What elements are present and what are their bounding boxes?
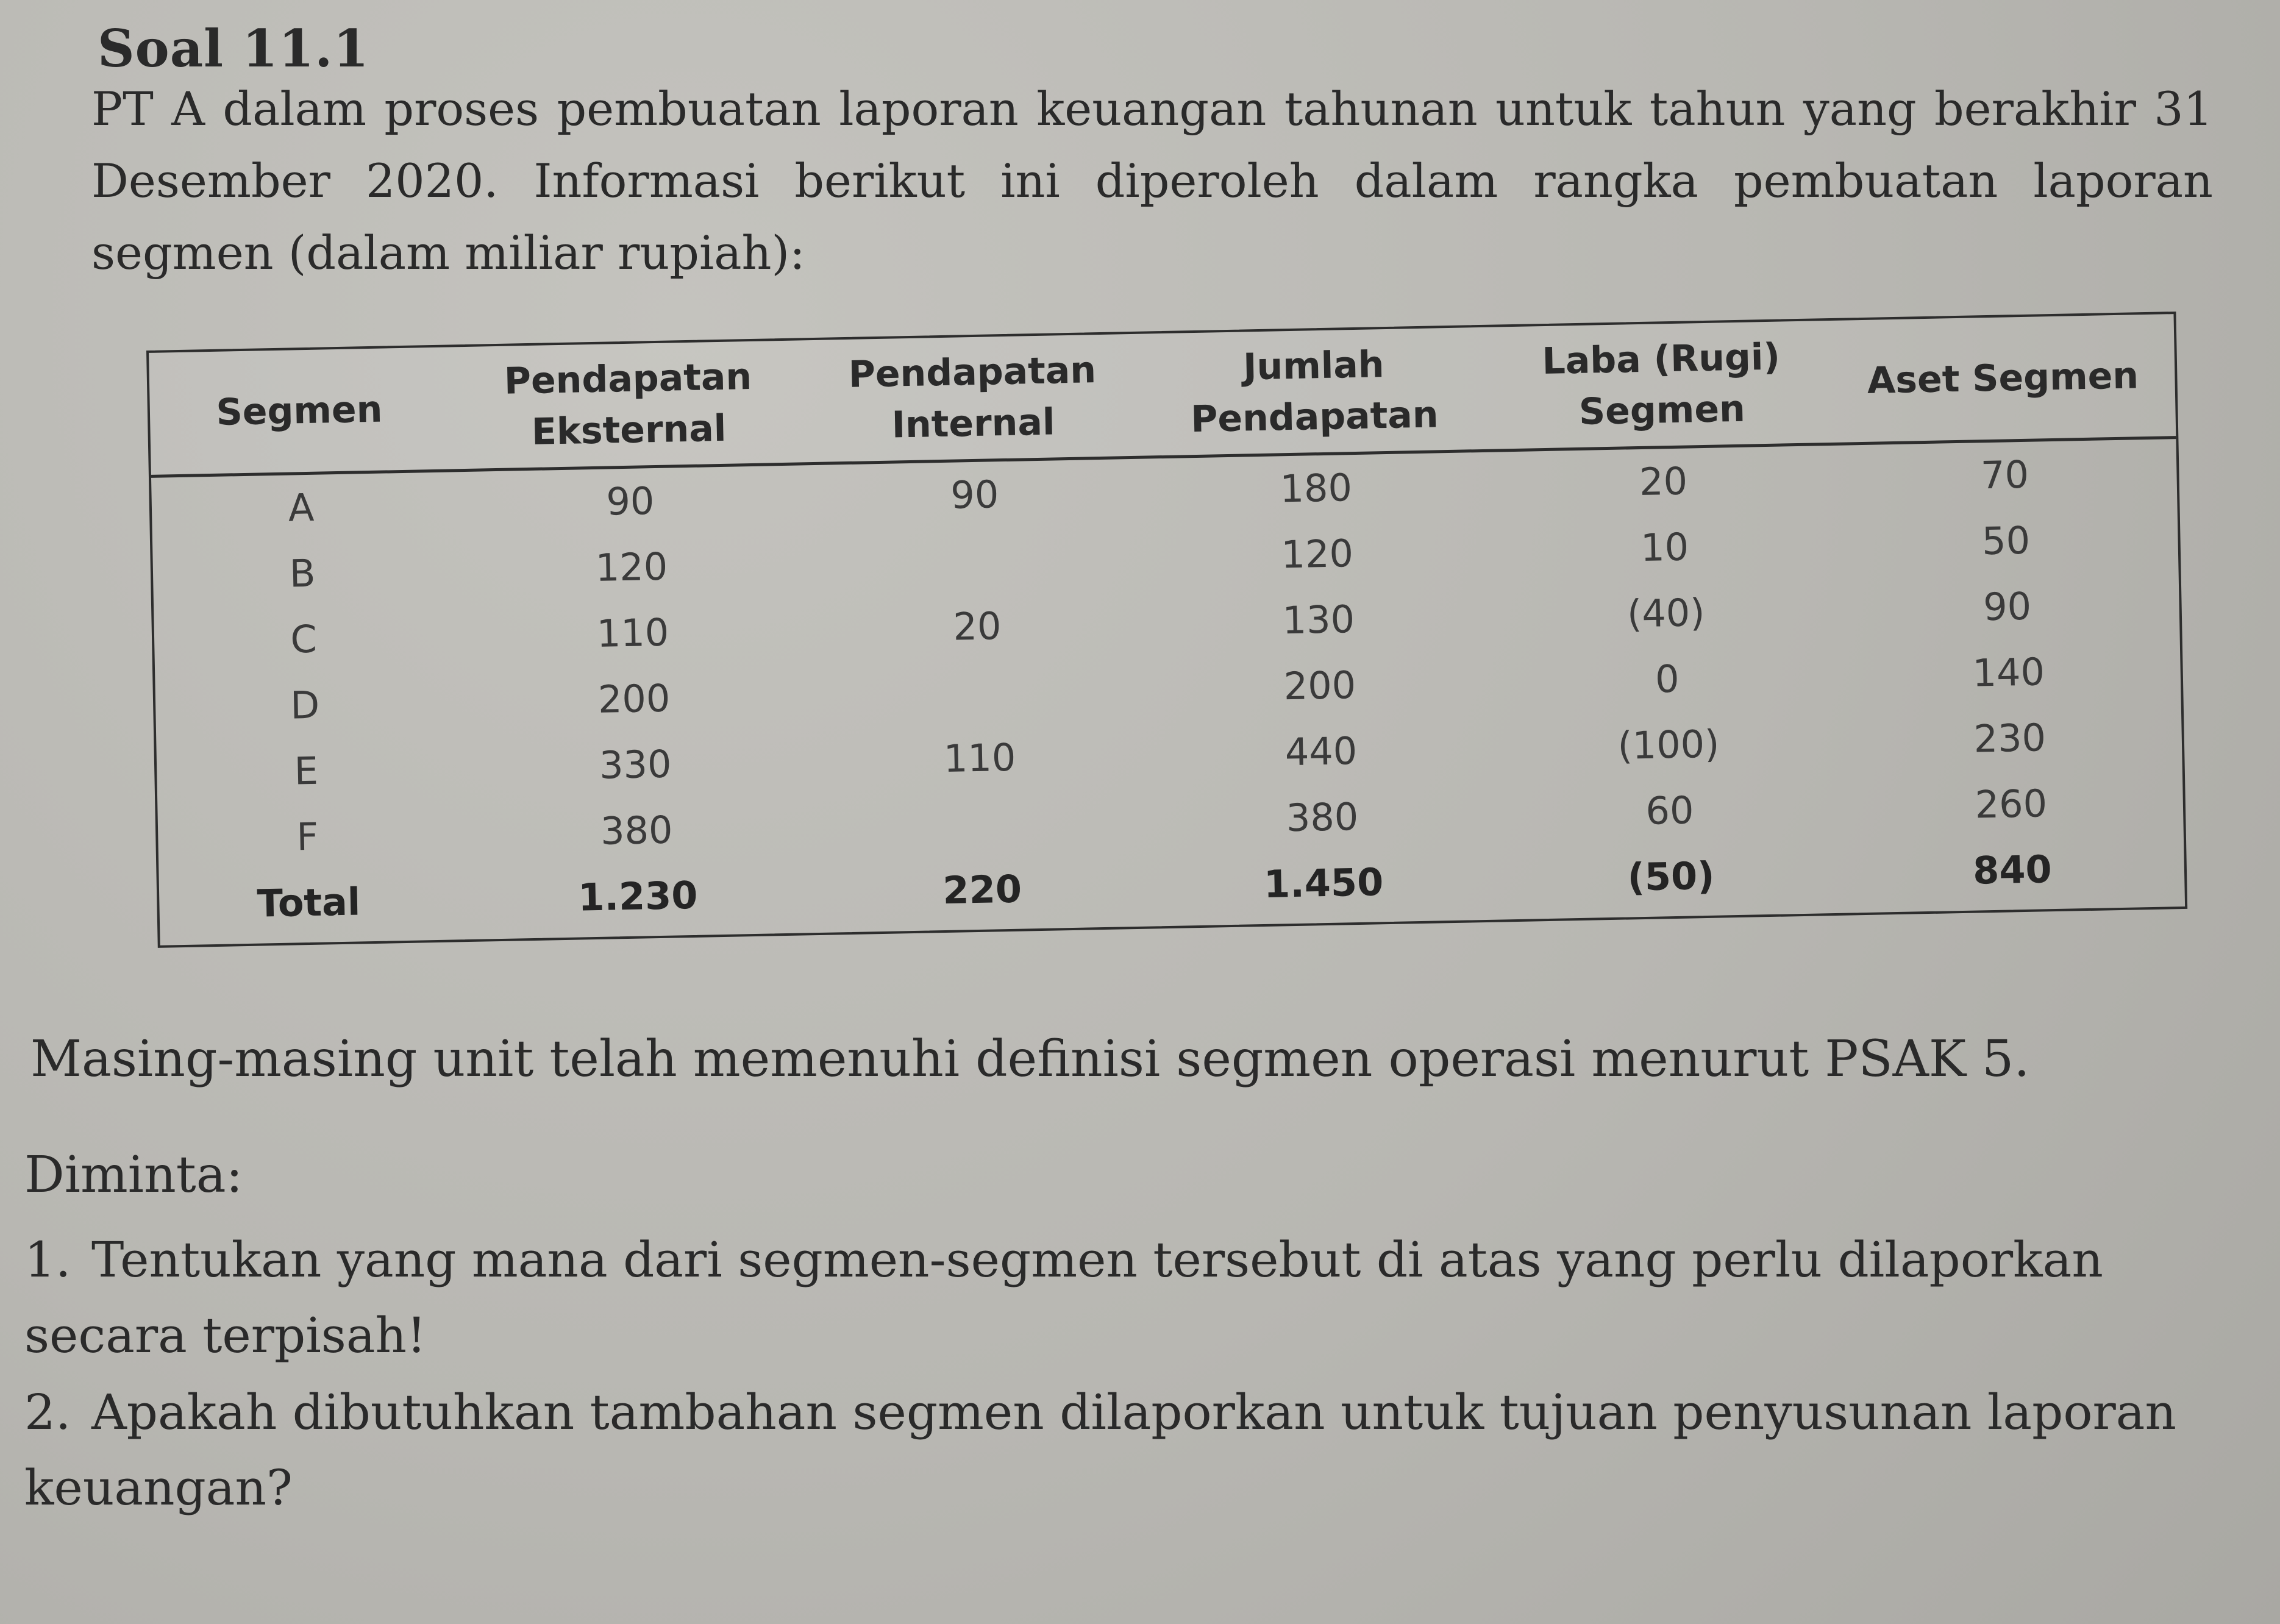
cell-aset: 50 [1981, 518, 2031, 564]
cell-segmen: E [293, 748, 319, 794]
cell-aset: 260 [1974, 781, 2048, 827]
intro-paragraph: PT A dalam proses pembuatan laporan keuangan tahunan untuk tahun yang berakhir 31 Desember 2020. Informasi berikut ini diperoleh dalam rangka pembuatan laporan segmen (dalam miliar rupiah): [91, 82, 2213, 280]
header-label-line2: Segmen [1578, 387, 1746, 433]
cell-aset: 140 [1972, 649, 2045, 696]
cell-ext: 120 [595, 544, 668, 590]
header-label-line1: Laba (Rugi) [1541, 335, 1781, 383]
header-segmen [149, 347, 450, 475]
cell-ext: 200 [597, 675, 671, 722]
cell-laba: (40) [1626, 590, 1706, 636]
cell-laba: 0 [1655, 656, 1680, 702]
cell-segmen: D [290, 682, 320, 728]
question-2 [24, 1375, 2256, 1526]
exercise-title: Soal 11.1 [98, 18, 369, 79]
question-number: 1. [24, 1231, 71, 1288]
header-label-line2: Internal [891, 401, 1056, 447]
question-text: Apakah dibutuhkan tambahan segmen dilaporkan untuk tujuan penyusunan laporan keuangan? [24, 1384, 2176, 1516]
cell-aset: 230 [1973, 715, 2047, 761]
segment-table [146, 312, 2187, 948]
header-label-line2: Eksternal [531, 407, 727, 454]
cell-ext: 380 [600, 807, 674, 853]
header-pendapatan-eksternal [447, 340, 810, 469]
question-1 [24, 1222, 2256, 1373]
cell-jml: 130 [1281, 597, 1355, 643]
header-aset-label: Aset Segmen [1867, 354, 2139, 402]
cell-jml: 440 [1284, 728, 1358, 775]
header-pendapatan-internal [807, 334, 1139, 462]
cell-int [811, 525, 1141, 597]
cell-jml: 200 [1283, 663, 1356, 709]
cell-laba: (100) [1617, 721, 1720, 768]
cell-total-laba: (50) [1626, 853, 1715, 900]
header-label-line1: Pendapatan [504, 355, 752, 403]
note-paragraph: Masing-masing unit telah memenuhi definisi segmen operasi menurut PSAK 5. [30, 1030, 2030, 1088]
header-label-line2: Pendapatan [1190, 393, 1439, 441]
cell-int [816, 788, 1146, 860]
cell-jml: 380 [1286, 794, 1359, 841]
question-number: 2. [24, 1384, 71, 1441]
cell-segmen: A [288, 485, 315, 530]
cell-laba: 60 [1645, 788, 1695, 833]
cell-ext: 110 [596, 610, 669, 656]
cell-total-aset: 840 [1972, 847, 2053, 893]
header-segmen-label: Segmen [215, 388, 383, 434]
header-label-line1: Pendapatan [848, 349, 1097, 396]
header-label-line1: Jumlah [1242, 343, 1385, 389]
cell-aset: 90 [1983, 583, 2032, 630]
question-text: Tentukan yang mana dari segmen-segmen tersebut di atas yang perlu dilaporkan secara terpisah! [24, 1231, 2103, 1364]
cell-total-int: 220 [942, 866, 1022, 913]
cell-jml: 180 [1279, 465, 1353, 511]
cell-total-ext: 1.230 [577, 872, 699, 920]
cell-aset: 70 [1980, 452, 2029, 498]
cell-segmen: C [290, 616, 318, 662]
cell-laba: 10 [1640, 524, 1689, 570]
header-aset-segmen [1831, 314, 2175, 443]
cell-laba: 20 [1639, 458, 1688, 505]
cell-segmen: F [296, 814, 319, 860]
cell-total-jml: 1.450 [1263, 860, 1384, 906]
cell-int: 90 [950, 472, 999, 518]
asked-label: Diminta: [24, 1146, 243, 1204]
cell-ext: 330 [599, 741, 672, 788]
header-jumlah-pendapatan [1136, 327, 1492, 456]
header-laba-rugi-segmen [1490, 321, 1834, 449]
cell-int: 110 [943, 735, 1016, 782]
cell-total-label: Total [257, 879, 361, 926]
cell-int [813, 657, 1144, 728]
cell-ext: 90 [605, 479, 655, 524]
cell-int: 20 [952, 604, 1002, 649]
cell-jml: 120 [1280, 531, 1354, 577]
cell-segmen: B [289, 550, 316, 596]
